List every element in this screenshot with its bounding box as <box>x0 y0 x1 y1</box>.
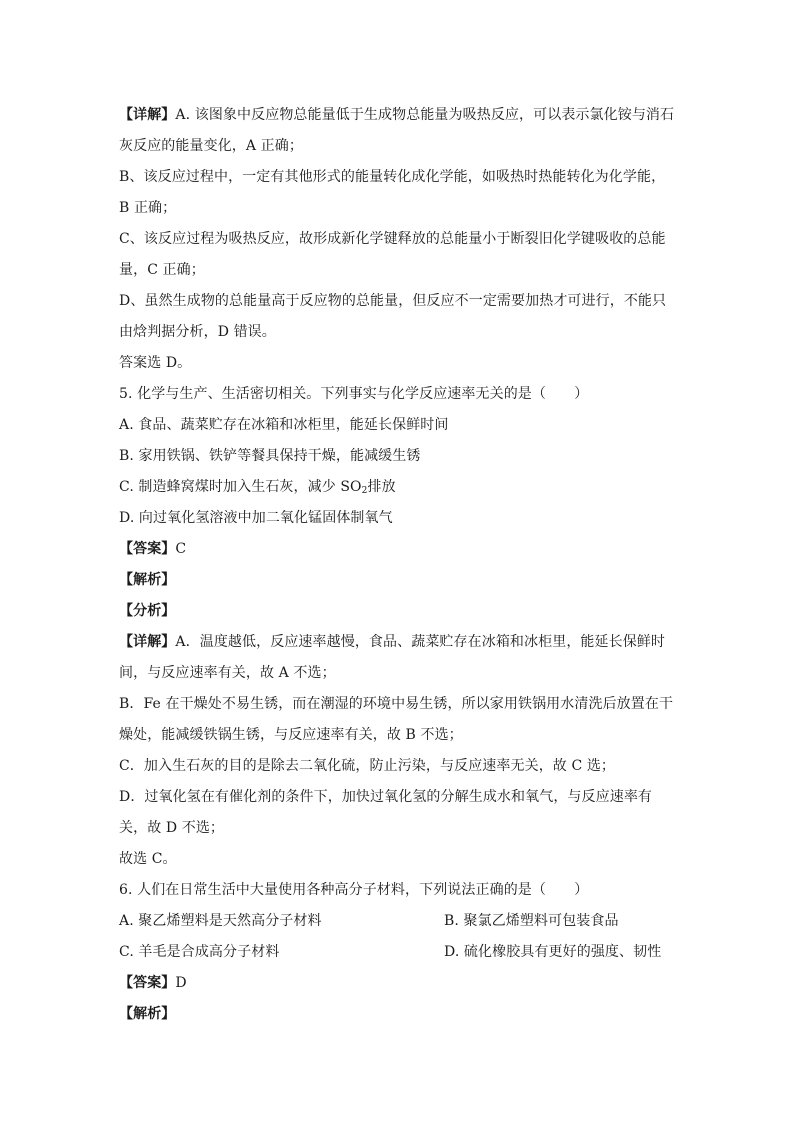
q5-detail-line-c: C．加入生石灰的目的是除去二氧化硫，防止污染，与反应速率无关，故 C 选； <box>119 758 616 774</box>
q6-analysis-label: 【解析】 <box>119 1006 176 1022</box>
q4-detail-line-a-cont: 灰反应的能量变化，A 正确； <box>119 138 303 154</box>
q6-option-c: C. 羊毛是合成高分子材料 <box>119 944 280 960</box>
answer-value: C <box>175 541 187 557</box>
q5-analysis-label: 【解析】 <box>119 572 176 588</box>
q5-option-c-text: C. 制造蜂窝煤时加入生石灰，减少 SO <box>119 479 362 495</box>
q6-answer-line <box>119 968 689 999</box>
q4-detail-line-b2: B 正确； <box>119 200 177 216</box>
q5-detail-line-d2: 关，故 D 不选； <box>119 820 225 836</box>
detail-text: A. 该图象中反应物总能量低于生成物总能量为吸热反应，可以表示氯化铵与消石 <box>175 107 675 123</box>
q5-option-b: B. 家用铁锅、铁铲等餐具保持干燥，能减缓生锈 <box>119 448 421 464</box>
q5-detail-line-a1 <box>119 627 689 658</box>
detail-text: A．温度越低，反应速率越慢，食品、蔬菜贮存在冰箱和冰柜里，能延长保鲜时 <box>175 634 666 650</box>
q5-option-c-tail: 排放 <box>367 479 396 495</box>
q4-answer-line: 答案选 D。 <box>119 355 192 371</box>
q4-detail-line-d1: D、虽然生成物的总能量高于反应物的总能量，但反应不一定需要加热才可进行，不能只 <box>119 293 667 309</box>
q4-detail-line-d2: 由焓判据分析，D 错误。 <box>119 324 276 340</box>
q4-detail-line-c1: C、该反应过程为吸热反应，故形成新化学键释放的总能量小于断裂旧化学键吸收的总能 <box>119 231 666 247</box>
q5-stem: 5. 化学与生产、生活密切相关。下列事实与化学反应速率无关的是（ ） <box>119 386 589 402</box>
q6-options-row-2 <box>119 937 689 968</box>
q6-options-row-1 <box>119 906 689 937</box>
q4-detail-line-a <box>119 100 689 131</box>
q5-detail-line-b1: B．Fe 在干燥处不易生锈，而在潮湿的环境中易生锈，所以家用铁锅用水清洗后放置在干 <box>119 696 674 712</box>
q6-stem: 6. 人们在日常生活中大量使用各种高分子材料，下列说法正确的是（ ） <box>119 882 589 898</box>
answer-label: 【答案】 <box>119 541 176 557</box>
q5-fenxi-label: 【分析】 <box>119 603 176 619</box>
detail-label: 【详解】 <box>119 634 176 650</box>
detail-label: 【详解】 <box>119 107 176 123</box>
q5-detail-line-d1: D．过氧化氢在有催化剂的条件下，加快过氧化氢的分解生成水和氧气，与反应速率有 <box>119 789 653 805</box>
q5-detail-line-b2: 燥处，能减缓铁锅生锈，与反应速率有关，故 B 不选； <box>119 727 463 743</box>
q5-detail-line-a2: 间，与反应速率有关，故 A 不选； <box>119 665 336 681</box>
q6-option-b: B. 聚氯乙烯塑料可包装食品 <box>444 913 619 929</box>
q5-option-a: A. 食品、蔬菜贮存在冰箱和冰柜里，能延长保鲜时间 <box>119 417 449 433</box>
q5-option-d: D. 向过氧化氢溶液中加二氧化锰固体制氧气 <box>119 510 393 526</box>
answer-label: 【答案】 <box>119 975 176 991</box>
q4-detail-line-b1: B、该反应过程中，一定有其他形式的能量转化成化学能，如吸热时热能转化为化学能， <box>119 169 666 185</box>
q4-detail-line-c2: 量，C 正确； <box>119 262 205 278</box>
q6-option-a: A. 聚乙烯塑料是天然高分子材料 <box>119 913 322 929</box>
answer-value: D <box>175 975 187 991</box>
q5-option-c <box>119 472 689 503</box>
q5-conclusion: 故选 C。 <box>119 851 177 867</box>
q6-option-d: D. 硫化橡胶具有更好的强度、韧性 <box>444 944 662 960</box>
page-content <box>119 100 689 1030</box>
q5-option-c-subscript: 2 <box>361 486 368 496</box>
q5-answer-line <box>119 534 689 565</box>
